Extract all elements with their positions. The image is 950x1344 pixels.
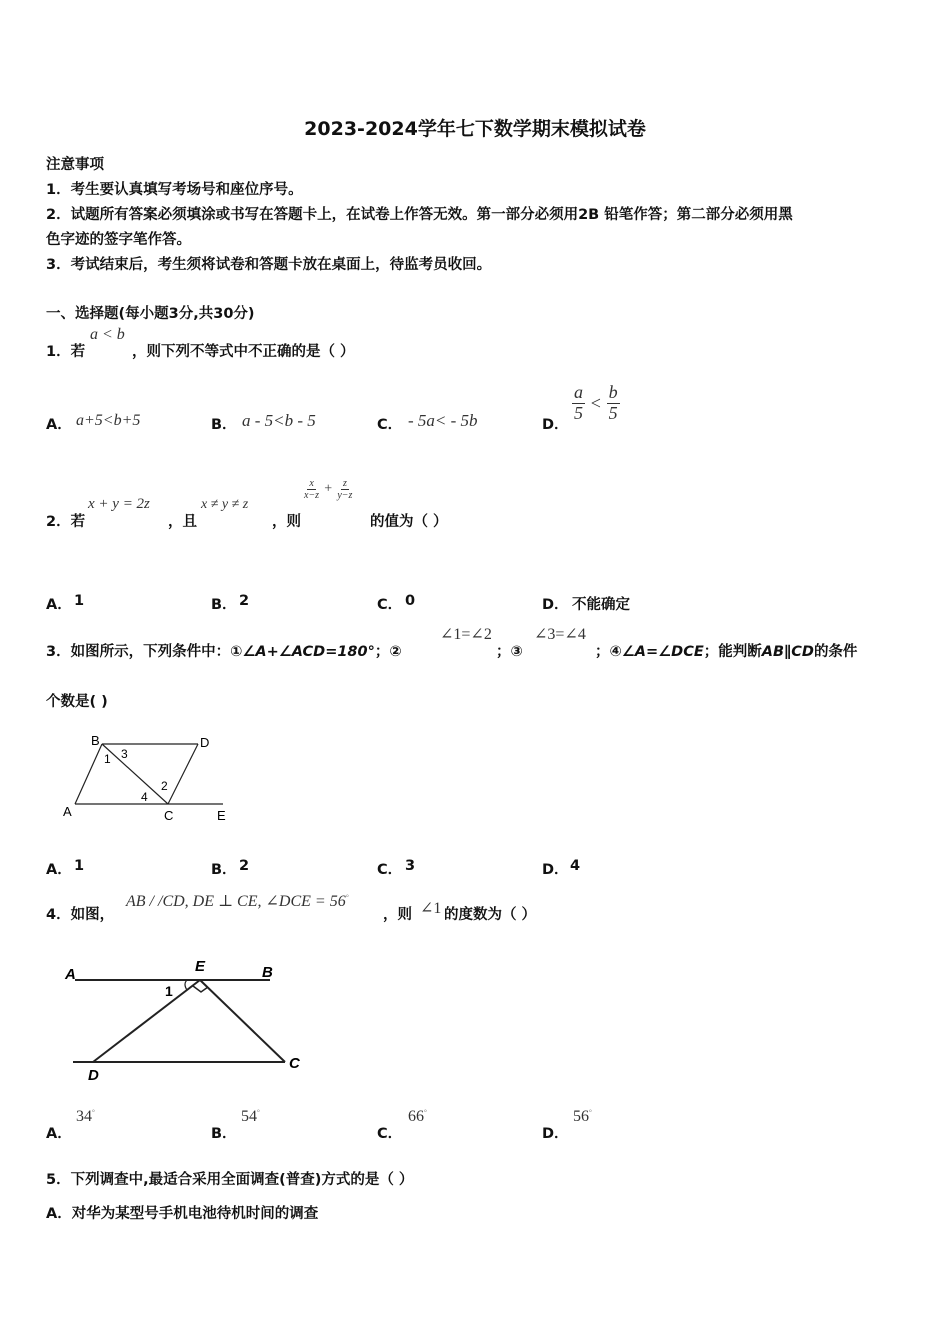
q4-option-d <box>573 1108 592 1126</box>
q4-angle-1: 1 <box>165 983 173 999</box>
q4-pre: 4．如图， <box>46 907 115 923</box>
q2-post: 的值为（ ） <box>370 514 448 530</box>
q3-option-d-label: D． <box>542 862 569 878</box>
q2-f2-num: z <box>342 478 347 489</box>
q3-option-d: 4 <box>570 858 581 874</box>
q4-label-b: B <box>262 964 273 981</box>
q1-d-num1: a <box>574 382 583 402</box>
q3-line-bc <box>102 744 168 804</box>
q2-option-d: 不能确定 <box>572 597 630 613</box>
q3-part-f: A=∠DCE <box>634 644 704 660</box>
q2-cond-1: x + y = 2z <box>88 496 150 512</box>
q1-post: ，则下列不等式中不正确的是（ ） <box>132 344 355 360</box>
q5-stem: 5．下列调查中,最适合采用全面调查(普查)方式的是（ ） <box>46 1172 414 1188</box>
q2-option-b-label: B． <box>211 597 237 613</box>
q2-option-c: 0 <box>405 593 416 609</box>
q3-part-g: ；能判断 <box>703 644 762 660</box>
q2-f1-den: x−z <box>304 490 320 501</box>
q5-option-a: A．对华为某型号手机电池待机时间的调查 <box>46 1206 319 1222</box>
q1-option-b-label: B． <box>211 417 237 433</box>
q3-cond-2: ∠1=∠2 <box>440 626 492 643</box>
q4-angle: ∠1 <box>420 900 442 917</box>
q3-option-c: 3 <box>405 858 416 874</box>
q4-option-b-deg: ° <box>257 1108 260 1117</box>
q2-frac-1 <box>302 478 321 501</box>
q4-option-d-deg: ° <box>589 1108 592 1117</box>
q1-option-d <box>572 383 620 424</box>
q4-cond-text: AB / /CD, DE ⊥ CE, ∠DCE = 56 <box>126 893 346 910</box>
q1-d-den1: 5 <box>574 402 583 423</box>
q4-mid: ，则 <box>383 907 412 923</box>
q4-label-e: E <box>195 958 206 975</box>
q3-angle-1: 1 <box>104 752 111 766</box>
q3-angle-3: 3 <box>121 747 128 761</box>
q4-label-c: C <box>289 1055 300 1072</box>
q4-cond-deg: ° <box>345 893 349 902</box>
q4-option-a-deg: ° <box>92 1108 95 1117</box>
q3-option-c-label: C． <box>377 862 403 878</box>
q3-label-c: C <box>164 808 174 823</box>
q2-option-d-label: D． <box>542 597 569 613</box>
q4-label-d: D <box>88 1067 99 1084</box>
q3-line-dc <box>168 744 198 804</box>
q4-post: 的度数为（ ） <box>444 907 537 923</box>
q1-d-op: < <box>590 392 601 413</box>
q4-option-d-label: D． <box>542 1126 569 1142</box>
q1-d-frac-1 <box>572 383 585 424</box>
q2-option-a-label: A． <box>46 597 72 613</box>
q3-option-a: 1 <box>74 858 85 874</box>
q3-part-b: A+∠ACD=180° <box>255 644 375 660</box>
page-title: 2023-2024学年七下数学期末模拟试卷 <box>304 118 646 140</box>
q4-figure <box>55 950 315 1090</box>
q4-condition <box>126 891 349 911</box>
q4-option-c-label: C． <box>377 1126 403 1142</box>
q3-option-a-label: A． <box>46 862 72 878</box>
q3-part-h: AB∥CD <box>761 644 814 660</box>
q4-option-a <box>76 1108 95 1126</box>
q3-part-d: ；③ <box>496 644 523 660</box>
notice-item-2-cont: 色字迹的签字笔作答。 <box>46 232 191 248</box>
q3-stem <box>46 640 402 661</box>
q1-d-num2: b <box>608 382 618 402</box>
q3-option-b-label: B． <box>211 862 237 878</box>
q3-figure <box>55 728 235 828</box>
q4-label-a: A <box>65 966 76 983</box>
q1-option-c: - 5a< - 5b <box>408 411 478 430</box>
q4-option-a-label: A． <box>46 1126 72 1142</box>
q2-expression <box>302 478 354 501</box>
q2-cond-2: x ≠ y ≠ z <box>201 497 249 512</box>
notice-item-3: 3．考试结束后，考生须将试卷和答题卡放在桌面上，待监考员收回。 <box>46 257 492 273</box>
q3-angle-2: 2 <box>161 779 168 793</box>
q3-part-a: 3．如图所示，下列条件中：①∠ <box>46 644 256 660</box>
q2-f2-den: y−z <box>337 490 353 501</box>
q1-d-den2: 5 <box>608 402 618 423</box>
q2-option-c-label: C． <box>377 597 403 613</box>
q3-part-c: ；② <box>374 644 402 660</box>
q4-line-ec <box>200 980 285 1062</box>
q3-angle-4: 4 <box>141 790 148 804</box>
q4-option-c-value: 66 <box>408 1108 424 1125</box>
q1-d-frac-2 <box>607 383 620 424</box>
notice-item-2: 2．试题所有答案必须填涂或书写在答题卡上，在试卷上作答无效。第一部分必须用2B 铅笔作答；第二部分必须用黑 <box>46 207 793 223</box>
q3-line-ab <box>75 744 102 804</box>
q2-option-b: 2 <box>239 593 250 609</box>
q1-condition: a < b <box>90 326 125 343</box>
q3-part-i: 的条件 <box>813 644 858 660</box>
q1-pre: 1．若 <box>46 344 86 360</box>
q3-stem-2 <box>595 640 857 661</box>
q4-line-ed <box>93 980 200 1062</box>
q3-label-b: B <box>91 733 100 748</box>
q2-pre: 2．若 <box>46 514 86 530</box>
q3-stem-line2: 个数是( ) <box>46 694 108 710</box>
q2-frac-2 <box>335 478 354 501</box>
q3-part-e: ；④∠ <box>595 644 635 660</box>
q1-option-c-label: C． <box>377 417 403 433</box>
q3-label-d: D <box>200 735 210 750</box>
section-heading: 一、选择题(每小题3分,共30分) <box>46 306 255 322</box>
q2-mid: ，且 <box>168 514 197 530</box>
q4-option-c <box>408 1108 427 1126</box>
q1-option-a: a+5<b+5 <box>76 412 141 429</box>
q2-plus: + <box>324 481 333 497</box>
q2-mid2: ，则 <box>272 514 301 530</box>
notice-item-1: 1．考生要认真填写考场号和座位序号。 <box>46 182 303 198</box>
q3-cond-3: ∠3=∠4 <box>534 626 586 643</box>
q4-angle-arc <box>185 980 187 990</box>
q4-option-b-label: B． <box>211 1126 237 1142</box>
q4-option-d-value: 56 <box>573 1108 589 1125</box>
q1-option-a-label: A． <box>46 417 72 433</box>
q3-label-e: E <box>217 808 226 823</box>
notice-heading: 注意事项 <box>46 157 104 173</box>
q4-option-a-value: 34 <box>76 1108 92 1125</box>
q1-option-b: a - 5<b - 5 <box>242 411 316 430</box>
q1-option-d-label: D． <box>542 417 569 433</box>
q2-f1-num: x <box>309 478 314 489</box>
q4-option-b <box>241 1108 260 1126</box>
q4-option-b-value: 54 <box>241 1108 257 1125</box>
q4-option-c-deg: ° <box>424 1108 427 1117</box>
q3-option-b: 2 <box>239 858 250 874</box>
q3-label-a: A <box>63 804 72 819</box>
q2-option-a: 1 <box>74 593 85 609</box>
